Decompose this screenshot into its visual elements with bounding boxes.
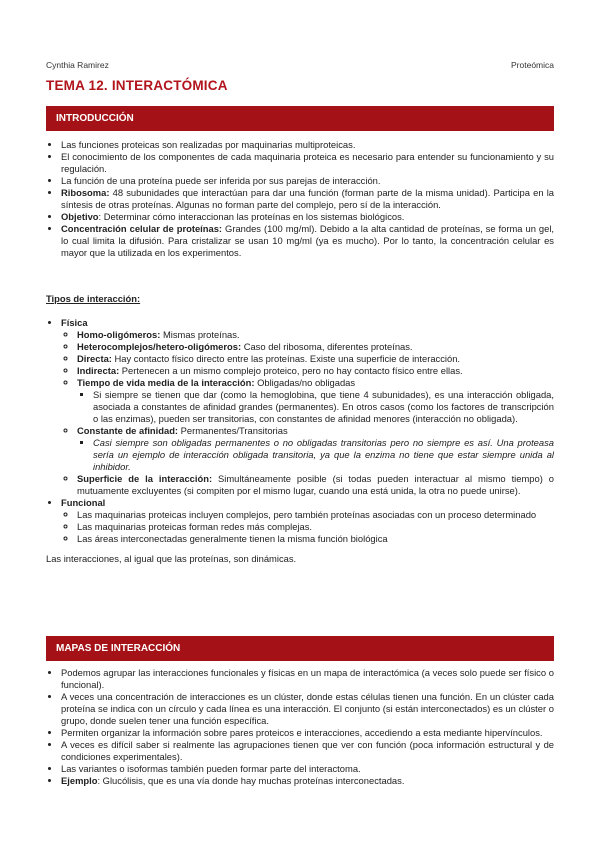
- list-item: ◦ Heterocomplejos/hetero-oligómeros: Caso del ribosoma, diferentes proteínas.: [77, 341, 554, 353]
- page-header: [46, 60, 554, 70]
- list-item: • Objetivo: Determinar cómo interaccionan las proteínas en los sistemas biológicos.: [61, 211, 554, 223]
- subsection-title: Tipos de interacción:: [46, 293, 141, 304]
- fisica-sublist: [61, 329, 554, 497]
- list-item: • Las funciones proteicas son realizadas por maquinarias multiproteicas.: [61, 139, 554, 151]
- list-item: • La función de una proteína puede ser inferida por sus parejas de interacción.: [61, 175, 554, 187]
- author-name: Cynthia Ramirez: [46, 60, 109, 70]
- funcional-sublist: [61, 509, 554, 545]
- list-item: • Permiten organizar la información sobre pares proteicos e interacciones, accediendo a esta mediante hipervínculos.: [61, 727, 554, 739]
- list-item: • A veces es difícil saber si realmente las agrupaciones tienen que ver con función (poca información estructural y de condiciones experimentales).: [61, 739, 554, 763]
- closing-paragraph: Las interacciones, al igual que las proteínas, son dinámicas.: [46, 553, 297, 564]
- list-item: ◦ Las áreas interconectadas generalmente tienen la misma función biológica: [77, 533, 554, 545]
- section-heading: INTRODUCCIÓN: [56, 113, 134, 124]
- mapas-section: [46, 667, 554, 787]
- section-banner-mapas: [46, 636, 554, 661]
- list-item-fisica: • Física ◦ Homo-oligómeros: Mismas proteínas. ◦ Heterocomplejos/hetero-oligómeros: Caso del ribosoma, diferentes proteínas. ◦ Directa: Hay contacto físico directo entre las proteínas. Existe una superficie de interacción. ◦ Indirecta: Pertenecen a un mismo complejo proteico, pero no hay contacto físico entre ellas. ◦ Tiempo de vida media de la interacción: Obligadas/no obligadas ▪ Si siempre se tienen que dar (como la hemoglobina, que tiene 4 subunidades), es una interacción obligada, asociada a constantes de afinidad grandes (permanentes). En otros casos (como los factores de transcripción o las enzimas), pueden ser transitorias, con constantes de afinidad menores (interacción no obligada). ◦ Constante de afinidad: Permanentes/Transitorias ▪ Casi siempre son obligadas permanentes o no obligadas transitorias pero no siempre es así. Una proteasa sería un ejemplo de interacción obligada transitoria, ya que la enzima no tiene que estar siempre unida al inhibidor. ◦ Superficie de la interacción: Simultáneamente posible (si todas pueden interactuar al mismo tiempo) o mutuamente excluyentes (si compiten por el mismo lugar, cuando una está unida, la otra no puede unirse).: [61, 317, 554, 497]
- mapas-list: [46, 667, 554, 787]
- intro-list: [46, 139, 554, 259]
- list-item: • Podemos agrupar las interacciones funcionales y físicas en un mapa de interactómica (a veces solo puede ser físico o funcional).: [61, 667, 554, 691]
- list-item: • Ejemplo: Glucólisis, que es una vía donde hay muchas proteínas interconectadas.: [61, 775, 554, 787]
- list-item: ◦ Las maquinarias proteicas incluyen complejos, pero también proteínas asociadas con un proceso determinado: [77, 509, 554, 521]
- tipos-list: [46, 317, 554, 545]
- list-item: ◦ Indirecta: Pertenecen a un mismo complejo proteico, pero no hay contacto físico entre ellas.: [77, 365, 554, 377]
- list-item: ▪ Casi siempre son obligadas permanentes o no obligadas transitorias pero no siempre es así. Una proteasa sería un ejemplo de interacción obligada transitoria, ya que la enzima no tiene que estar siempre unida al inhibidor.: [93, 437, 554, 473]
- list-item: ◦ Homo-oligómeros: Mismas proteínas.: [77, 329, 554, 341]
- subject-name: Proteómica: [511, 60, 554, 70]
- list-item: • El conocimiento de los componentes de cada maquinaria proteica es necesario para entender su funcionamiento y su regulación.: [61, 151, 554, 175]
- list-item: • Concentración celular de proteínas: Grandes (100 mg/ml). Debido a la alta cantidad de proteínas, se forma un gel, lo cual limita la difusión. Para cristalizar se usan 10 mg/ml (ya es mucho). Por lo tanto, la concentración celular es mayor que la utilizada en los experimentos.: [61, 223, 554, 259]
- list-item: • A veces una concentración de interacciones es un clúster, donde estas células tienen una función. En un clúster cada proteína se indica con un círculo y cada línea es una interacción. El conjunto (si están interconectados) es un clúster o grupo, donde suelen tener una función específica.: [61, 691, 554, 727]
- page-title: TEMA 12. INTERACTÓMICA: [46, 78, 228, 93]
- list-item: ◦ Superficie de la interacción: Simultáneamente posible (si todas pueden interactuar al mismo tiempo) o mutuamente excluyentes (si compiten por el mismo lugar, cuando una está unida, la otra no puede unirse).: [77, 473, 554, 497]
- list-item: • Las variantes o isoformas también pueden formar parte del interactoma.: [61, 763, 554, 775]
- list-item-funcional: • Funcional ◦ Las maquinarias proteicas incluyen complejos, pero también proteínas asociadas con un proceso determinado ◦ Las maquinarias proteicas forman redes más complejas. ◦ Las áreas interconectadas generalmente tienen la misma función biológica: [61, 497, 554, 545]
- intro-section: [46, 139, 554, 259]
- tipos-section: [46, 293, 554, 565]
- list-item: ◦ Tiempo de vida media de la interacción: Obligadas/no obligadas ▪ Si siempre se tienen que dar (como la hemoglobina, que tiene 4 subunidades), es una interacción obligada, asociada a constantes de afinidad grandes (permanentes). En otros casos (como los factores de transcripción o las enzimas), pueden ser transitorias, con constantes de afinidad menores (interacción no obligada).: [77, 377, 554, 425]
- section-banner-introduccion: [46, 106, 554, 131]
- list-item: ◦ Constante de afinidad: Permanentes/Transitorias ▪ Casi siempre son obligadas permanentes o no obligadas transitorias pero no siempre es así. Una proteasa sería un ejemplo de interacción obligada transitoria, ya que la enzima no tiene que estar siempre unida al inhibidor.: [77, 425, 554, 473]
- list-item: ▪ Si siempre se tienen que dar (como la hemoglobina, que tiene 4 subunidades), es una interacción obligada, asociada a constantes de afinidad grandes (permanentes). En otros casos (como los factores de transcripción o las enzimas), pueden ser transitorias, con constantes de afinidad menores (interacción no obligada).: [93, 389, 554, 425]
- list-item: ◦ Las maquinarias proteicas forman redes más complejas.: [77, 521, 554, 533]
- section-heading: MAPAS DE INTERACCIÓN: [56, 643, 181, 654]
- list-item: ◦ Directa: Hay contacto físico directo entre las proteínas. Existe una superficie de interacción.: [77, 353, 554, 365]
- list-item: • Ribosoma: 48 subunidades que interactúan para dar una función (forman parte de la misma unidad). Participa en la síntesis de otras proteínas. Algunas no forman parte del complejo, pero sí de la interacción.: [61, 187, 554, 211]
